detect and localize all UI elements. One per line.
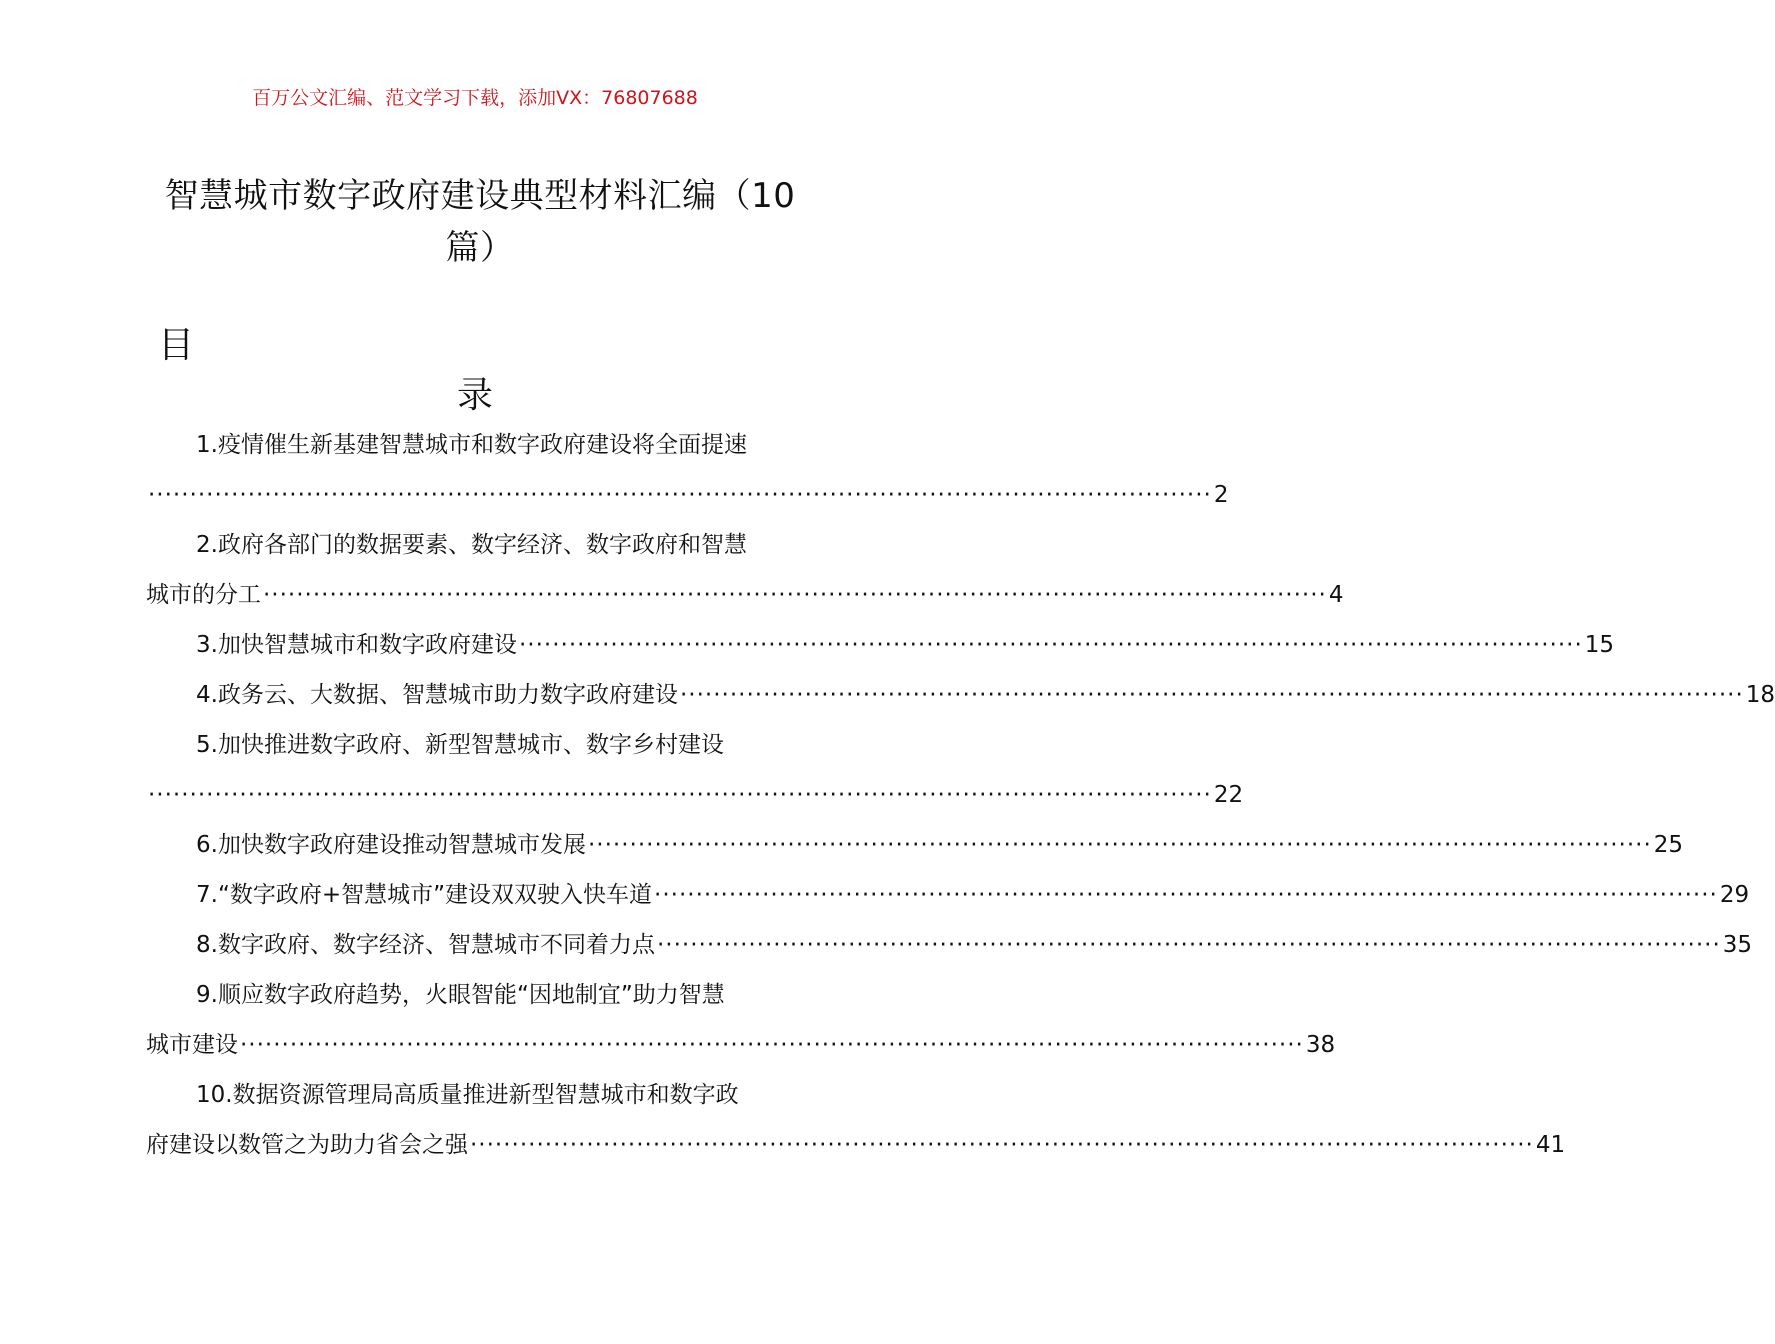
toc-entry-title: 5.加快推进数字政府、新型智慧城市、数字乡村建设: [196, 732, 724, 758]
dot-leader: ································································································································: [518, 632, 1583, 658]
toc-entry-page: 15: [1584, 632, 1615, 658]
dot-leader: ································································································································: [470, 1132, 1534, 1158]
toc-entry[interactable]: [146, 820, 1684, 870]
dot-leader: ································································································································: [148, 482, 1212, 508]
toc-entry-title: 6.加快数字政府建设推动智慧城市发展: [196, 832, 586, 858]
toc-entry[interactable]: [146, 970, 1336, 1070]
toc-entry-title: 1.疫情催生新基建智慧城市和数字政府建设将全面提速: [196, 432, 747, 458]
toc-entry[interactable]: [146, 670, 1775, 720]
dot-leader: ································································································································: [587, 832, 1652, 858]
toc-entry[interactable]: [146, 870, 1750, 920]
toc-entry-title: 10.数据资源管理局高质量推进新型智慧城市和数字政: [196, 1082, 739, 1108]
toc-entry[interactable]: [146, 520, 1344, 620]
table-of-contents: [146, 420, 1775, 1170]
toc-entry[interactable]: [146, 620, 1615, 670]
toc-entry[interactable]: [146, 1070, 1566, 1170]
toc-entry-title: 4.政务云、大数据、智慧城市助力数字政府建设: [196, 682, 678, 708]
document-title: [150, 170, 810, 274]
toc-entry[interactable]: [146, 920, 1753, 970]
toc-entry-page: 4: [1328, 582, 1344, 608]
toc-entry-title: 9.顺应数字政府趋势，火眼智能“因地制宜”助力智慧: [196, 982, 725, 1008]
toc-entry[interactable]: [146, 420, 1229, 520]
toc-entry-title-cont: 城市建设: [146, 1032, 238, 1058]
toc-entry-title-cont: 城市的分工: [146, 582, 261, 608]
toc-heading-part2: 录: [456, 375, 493, 416]
header-note: 百万公文汇编、范文学习下载，添加VX：76807688: [252, 87, 698, 109]
dot-leader: ································································································································: [240, 1032, 1304, 1058]
toc-entry-page: 29: [1719, 882, 1750, 908]
toc-entry-page: 41: [1535, 1132, 1566, 1158]
toc-entry-page: 38: [1305, 1032, 1336, 1058]
dot-leader: ································································································································: [654, 882, 1718, 908]
title-line-2: 篇）: [445, 228, 515, 268]
toc-entry-title: 7.“数字政府+智慧城市”建设双双驶入快车道: [196, 882, 653, 908]
toc-entry-title-cont: 府建设以数管之为助力省会之强: [146, 1132, 468, 1158]
toc-entry-page: 35: [1722, 932, 1753, 958]
toc-entry-title: 3.加快智慧城市和数字政府建设: [196, 632, 517, 658]
toc-heading-part1: 目: [158, 325, 195, 366]
dot-leader: ································································································································: [679, 682, 1744, 708]
dot-leader: ································································································································: [148, 782, 1212, 808]
dot-leader: ································································································································: [263, 582, 1327, 608]
toc-entry-page: 22: [1213, 782, 1244, 808]
toc-entry-title: 2.政府各部门的数据要素、数字经济、数字政府和智慧: [196, 532, 747, 558]
toc-entry-page: 25: [1653, 832, 1684, 858]
dot-leader: ································································································································: [656, 932, 1721, 958]
toc-entry-title: 8.数字政府、数字经济、智慧城市不同着力点: [196, 932, 655, 958]
toc-entry-page: 2: [1213, 482, 1229, 508]
title-line-1: 智慧城市数字政府建设典型材料汇编（10: [164, 176, 796, 216]
toc-entry-page: 18: [1745, 682, 1775, 708]
toc-entry[interactable]: [146, 720, 1244, 820]
